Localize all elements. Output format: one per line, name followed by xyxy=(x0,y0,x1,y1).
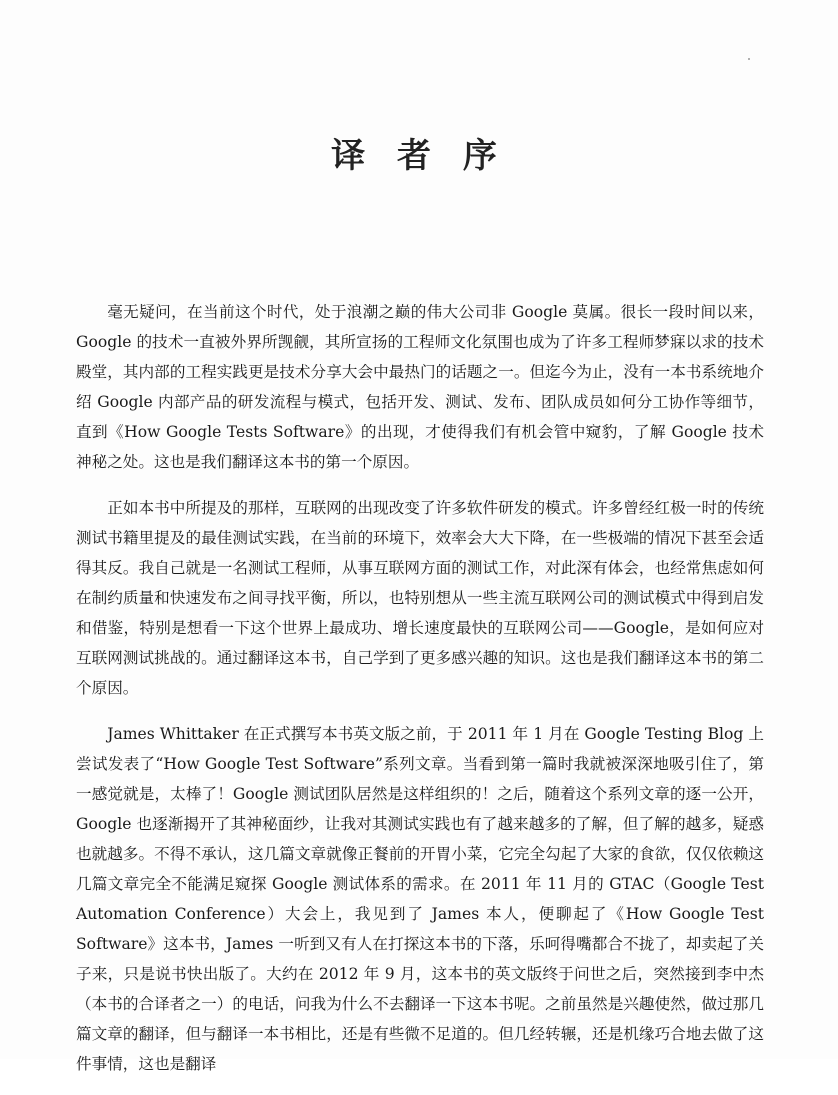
paragraph-3: James Whittaker 在正式撰写本书英文版之前，于 2011 年 1 月在 Google Testing Blog 上尝试发表了“How Google Test Software”系列文章。当看到第一篇时我就被深深地吸引住了，第一感觉就是，太棒了！Google 测试团队居然是这样组织的！之后，随着这个系列文章的逐一公开，Google 也逐渐揭开了其神秘面纱，让我对其测试实践也有了越来越多的了解，但了解的越多，疑惑也就越多。不得不承认，这几篇文章就像正餐前的开胃小菜，它完全勾起了大家的食欲，仅仅依赖这几篇文章完全不能满足窥探 Google 测试体系的需求。在 2011 年 11 月的 GTAC（Google Test Automation Conference）大会上，我见到了 James 本人，便聊起了《How Google Test Software》这本书，James 一听到又有人在打探这本书的下落，乐呵得嘴都合不拢了，却卖起了关子来，只是说书快出版了。大约在 2012 年 9 月，这本书的英文版终于问世之后，突然接到李中杰（本书的合译者之一）的电话，问我为什么不去翻译一下这本书呢。之前虽然是兴趣使然，做过那几篇文章的翻译，但与翻译一本书相比，还是有些微不足道的。但几经转辗，还是机缘巧合地去做了这件事情，这也是翻译 xyxy=(76,725,764,1073)
paragraph-2: 正如本书中所提及的那样，互联网的出现改变了许多软件研发的模式。许多曾经红极一时的传统测试书籍里提及的最佳测试实践，在当前的环境下，效率会大大下降，在一些极端的情况下甚至会适得其反。我自己就是一名测试工程师，从事互联网方面的测试工作，对此深有体会，也经常焦虑如何在制约质量和快速发布之间寻找平衡，所以，也特别想从一些主流互联网公司的测试模式中得到启发和借鉴，特别是想看一下这个世界上最成功、增长速度最快的互联网公司——Google，是如何应对互联网测试挑战的。通过翻译这本书，自己学到了更多感兴趣的知识。这也是我们翻译这本书的第二个原因。 xyxy=(76,499,764,697)
preface-body xyxy=(76,297,764,1095)
page-title: 译 者 序 xyxy=(331,136,507,176)
paragraph-1: 毫无疑问，在当前这个时代，处于浪潮之巅的伟大公司非 Google 莫属。很长一段时间以来，Google 的技术一直被外界所觊觎，其所宣扬的工程师文化氛围也成为了许多工程师梦寐以求的技术殿堂，其内部的工程实践更是技术分享大会中最热门的话题之一。但迄今为止，没有一本书系统地介绍 Google 内部产品的研发流程与模式，包括开发、测试、发布、团队成员如何分工协作等细节，直到《How Google Tests Software》的出现，才使得我们有机会管中窥豹，了解 Google 技术神秘之处。这也是我们翻译这本书的第一个原因。 xyxy=(76,303,764,471)
scan-speck xyxy=(748,58,750,60)
